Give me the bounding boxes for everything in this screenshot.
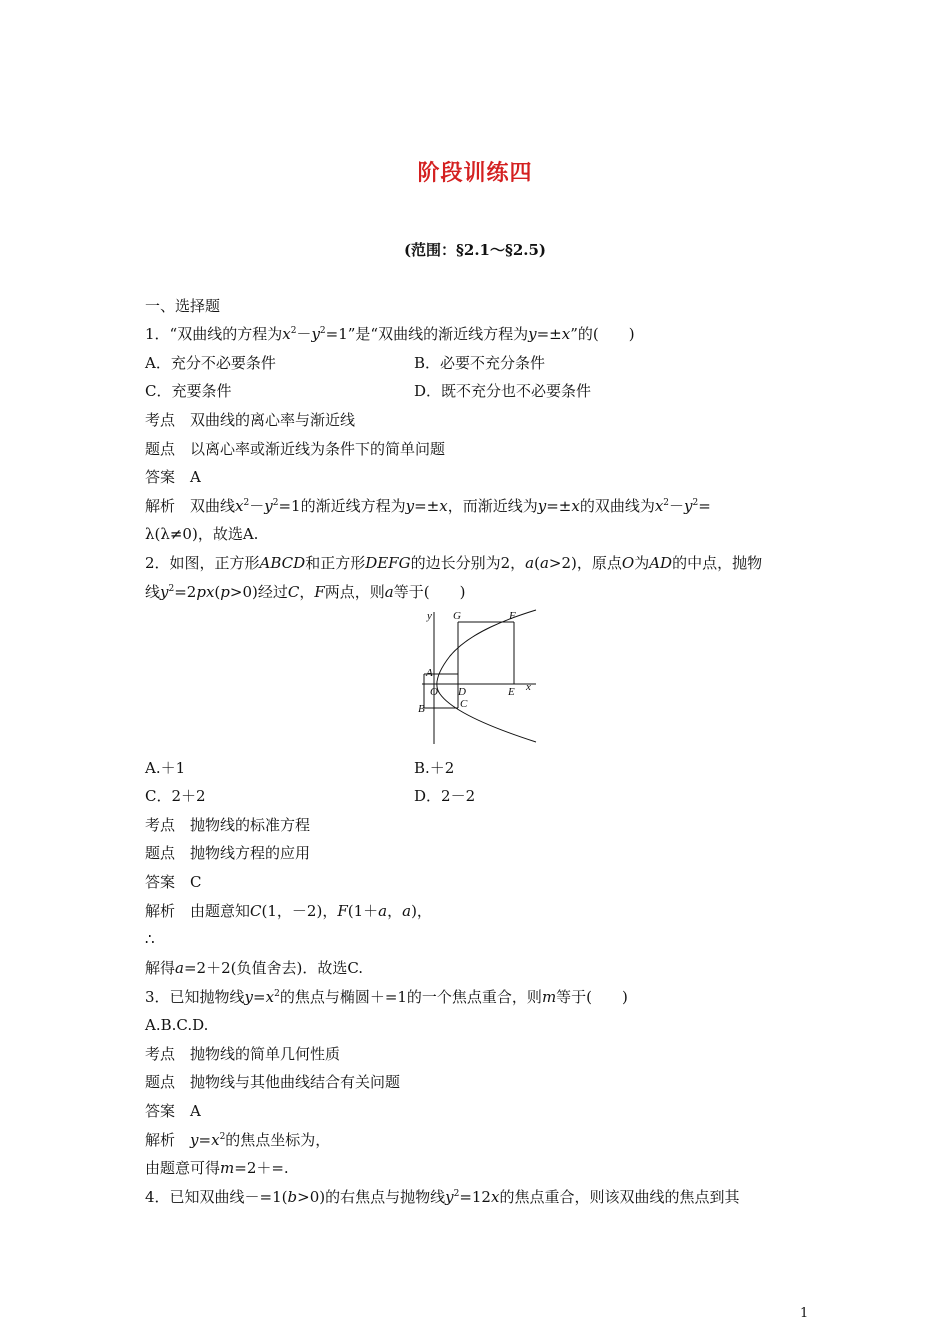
point-b-label: B (418, 703, 425, 715)
q3-stem: 3．已知抛物线$y=x^2$的焦点与椭圆＋=1的一个焦点重合，则m等于( ) (145, 988, 628, 1006)
q1-option-d: D．既不充分也不必要条件 (414, 382, 592, 400)
q2-option-d: D．2－2 (414, 787, 476, 805)
q2-option-a: A.＋1 (145, 759, 186, 777)
q3-options: A.B.C.D. (145, 1016, 209, 1034)
page-number: 1 (800, 1306, 809, 1321)
y-axis-label: y (427, 610, 432, 622)
x-axis-label: x (526, 681, 531, 693)
q3-tidian: 题点 抛物线与其他曲线结合有关问题 (145, 1073, 401, 1091)
q2-stem-line2: 线$y^2=2px(p>0)$经过C，F两点，则a等于( ) (145, 583, 466, 601)
q1-option-b: B．必要不充分条件 (414, 354, 546, 372)
q2-answer: 答案 C (145, 873, 202, 891)
q1-option-a: A．充分不必要条件 (145, 354, 276, 372)
q2-therefore: ∴ (145, 930, 155, 948)
q3-explanation: 解析 $y=x^2$的焦点坐标为， (145, 1131, 331, 1149)
point-f-label: F (509, 610, 516, 622)
q1-tidian: 题点 以离心率或渐近线为条件下的简单问题 (145, 440, 446, 458)
q2-solution: 解得a=2＋2(负值舍去)．故选C. (145, 959, 364, 977)
q1-kaodian: 考点 双曲线的离心率与渐近线 (145, 411, 356, 429)
point-c-label: C (460, 698, 468, 710)
q1-explanation-line2: λ(λ≠0)，故选A. (145, 525, 259, 543)
q2-kaodian: 考点 抛物线的标准方程 (145, 816, 311, 834)
q1-explanation: 解析 双曲线$x^2-y^2=1$的渐近线方程为y=±x，而渐近线为y=±x的双曲线为$x^2-y^2=$ (145, 497, 711, 515)
q1-answer: 答案 A (145, 468, 201, 486)
q2-tidian: 题点 抛物线方程的应用 (145, 844, 311, 862)
q3-answer: 答案 A (145, 1102, 201, 1120)
q3-kaodian: 考点 抛物线的简单几何性质 (145, 1045, 341, 1063)
q3-explanation-line2: 由题意可得m=2＋=. (145, 1159, 289, 1177)
point-o-label: O (430, 686, 438, 698)
q4-stem: 4．已知双曲线－=1(b>0)的右焦点与抛物线$y^2=12x$的焦点重合，则该双曲线的焦点到其 (145, 1188, 740, 1206)
q1-option-c: C．充要条件 (145, 382, 232, 400)
q2-option-b: B.＋2 (414, 759, 455, 777)
q2-stem-line1: 2．如图，正方形ABCD和正方形DEFG的边长分别为2，a(a>2)，原点O为AD的中点，抛物 (145, 554, 763, 572)
section-heading: 一、选择题 (145, 297, 221, 315)
point-d-label: D (458, 686, 466, 698)
document-title: 阶段训练四 (417, 160, 533, 186)
point-a-label: A (426, 667, 433, 679)
q1-stem: 1．“双曲线的方程为$x^2-y^2=1$”是“双曲线的渐近线方程为y=±x”的( ) (145, 325, 635, 343)
parabola-squares-figure (410, 604, 540, 746)
q2-explanation: 解析 由题意知C(1，－2)，F(1＋a，a)， (145, 902, 432, 920)
q2-option-c: C．2＋2 (145, 787, 206, 805)
point-g-label: G (453, 610, 461, 622)
document-subtitle: (范围：§2.1～§2.5) (403, 241, 547, 259)
point-e-label: E (508, 686, 515, 698)
